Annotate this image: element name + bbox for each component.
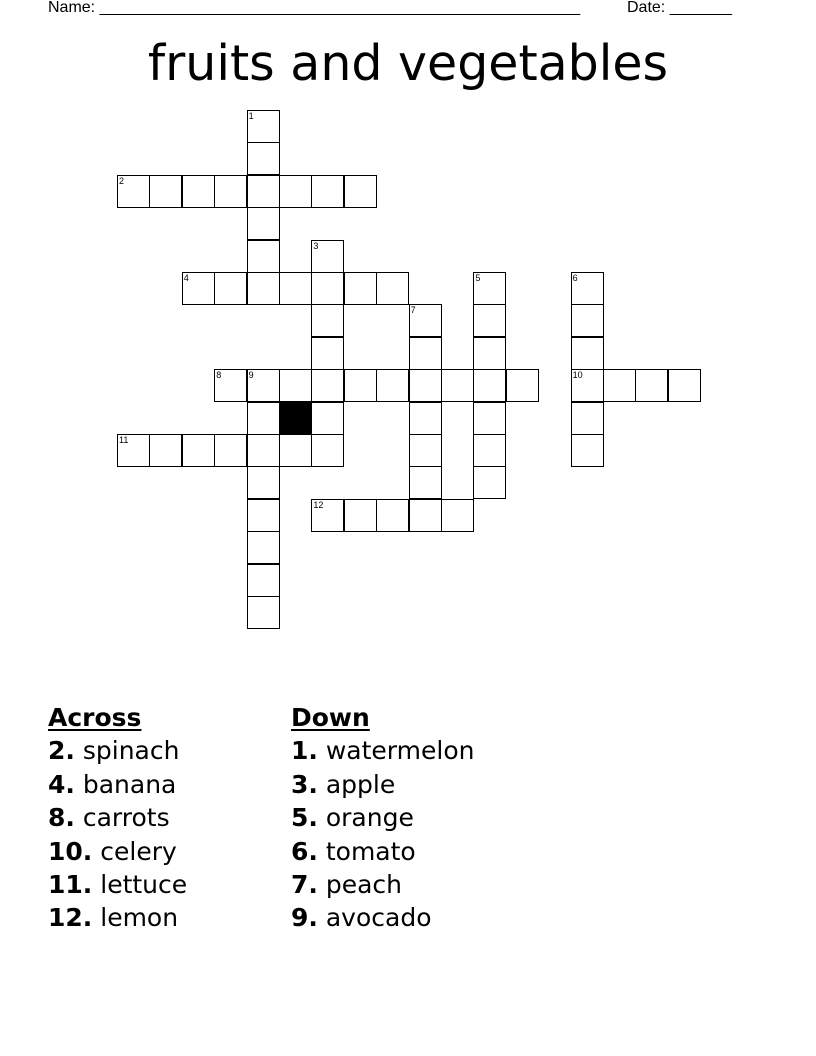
crossword-cell[interactable] (247, 175, 280, 208)
crossword-cell[interactable] (473, 434, 506, 467)
clue-number: 12. (48, 903, 93, 933)
crossword-cell[interactable] (149, 175, 182, 208)
cell-number: 2 (119, 175, 125, 186)
crossword-cell[interactable] (635, 369, 668, 402)
name-field-line: Name: ______________________________________________________ (48, 0, 581, 16)
crossword-cell[interactable] (571, 304, 604, 337)
crossword-cell[interactable] (344, 272, 377, 305)
crossword-cell[interactable] (311, 402, 344, 435)
cell-number: 4 (183, 273, 189, 283)
crossword-cell[interactable] (376, 272, 409, 305)
cell-number: 8 (216, 370, 222, 381)
across-clue (48, 768, 187, 801)
crossword-cell[interactable] (571, 434, 604, 467)
crossword-cell[interactable] (473, 369, 506, 402)
across-clue (48, 734, 187, 767)
clue-number: 3. (291, 769, 318, 799)
cell-number: 9 (248, 370, 254, 381)
clue-text: tomato (325, 836, 416, 866)
clue-number: 7. (291, 870, 318, 900)
date-field-line: Date: _______ (627, 0, 732, 16)
crossword-cell[interactable] (214, 434, 247, 467)
crossword-cell[interactable] (571, 402, 604, 435)
crossword-cell[interactable] (247, 499, 280, 532)
crossword-cell[interactable] (473, 304, 506, 337)
crossword-cell[interactable] (247, 272, 280, 305)
clue-text: apple (325, 769, 396, 799)
crossword-cell[interactable] (409, 337, 442, 370)
crossword-cell[interactable] (247, 142, 280, 175)
clue-number: 8. (48, 803, 75, 833)
across-heading: Across (48, 703, 142, 732)
crossword-cell[interactable] (149, 434, 182, 467)
down-heading: Down (291, 703, 370, 732)
crossword-cell[interactable] (311, 240, 344, 273)
down-clue (291, 734, 474, 767)
crossword-cell[interactable] (247, 564, 280, 597)
crossword-cell[interactable] (182, 434, 215, 467)
crossword-cell[interactable] (311, 434, 344, 467)
clue-number: 5. (291, 803, 318, 833)
clue-text: lettuce (100, 870, 188, 900)
across-clue (48, 801, 187, 834)
crossword-cell[interactable] (311, 499, 344, 532)
crossword-cell[interactable] (247, 207, 280, 240)
puzzle-title: fruits and vegetables (147, 35, 669, 92)
crossword-cell[interactable] (376, 369, 409, 402)
crossword-cell[interactable] (279, 175, 312, 208)
clue-text: orange (325, 803, 414, 833)
crossword-cell[interactable] (473, 466, 506, 499)
crossword-cell[interactable] (344, 369, 377, 402)
crossword-cell[interactable] (247, 402, 280, 435)
down-clue (291, 868, 474, 901)
clue-number: 9. (291, 903, 318, 933)
crossword-cell[interactable] (311, 337, 344, 370)
across-clues (48, 701, 187, 935)
cell-number: 3 (313, 240, 319, 251)
crossword-cell[interactable] (182, 175, 215, 208)
crossword-cell[interactable] (182, 272, 215, 305)
crossword-cell[interactable] (247, 369, 280, 402)
crossword-cell[interactable] (247, 596, 280, 629)
crossword-cell[interactable] (571, 272, 604, 305)
clue-text: banana (82, 769, 177, 799)
crossword-cell[interactable] (409, 434, 442, 467)
crossword-cell[interactable] (441, 369, 474, 402)
crossword-cell[interactable] (409, 304, 442, 337)
crossword-cell[interactable] (311, 369, 344, 402)
clue-number: 1. (291, 736, 318, 766)
across-clue (48, 835, 187, 868)
clue-number: 6. (291, 836, 318, 866)
crossword-cell[interactable] (279, 434, 312, 467)
down-clue (291, 801, 474, 834)
clue-text: carrots (82, 803, 170, 833)
crossword-cell[interactable] (344, 499, 377, 532)
down-clues (291, 701, 474, 935)
crossword-cell[interactable] (473, 337, 506, 370)
crossword-cell[interactable] (247, 434, 280, 467)
clue-text: lemon (100, 903, 179, 933)
crossword-cell[interactable] (409, 466, 442, 499)
clue-text: spinach (82, 736, 180, 766)
crossword-cell[interactable] (311, 304, 344, 337)
crossword-cell[interactable] (473, 402, 506, 435)
clue-text: peach (325, 870, 403, 900)
down-clue (291, 835, 474, 868)
cell-number: 7 (410, 305, 416, 316)
crossword-cell[interactable] (571, 369, 604, 402)
cell-number: 11 (119, 435, 129, 445)
crossword-cell[interactable] (506, 369, 539, 402)
crossword-cell[interactable] (409, 369, 442, 402)
cell-number: 12 (313, 499, 324, 510)
clue-text: avocado (325, 903, 432, 933)
clue-number: 2. (48, 736, 75, 766)
cell-number: 10 (572, 370, 583, 381)
crossword-cell[interactable] (247, 110, 280, 143)
across-clue (48, 868, 187, 901)
crossword-cell[interactable] (441, 499, 474, 532)
crossword-cell[interactable] (603, 369, 636, 402)
crossword-cell[interactable] (279, 369, 312, 402)
crossword-cell[interactable] (344, 175, 377, 208)
crossword-black-cell (279, 402, 312, 435)
crossword-cell[interactable] (376, 499, 409, 532)
clue-number: 10. (48, 836, 93, 866)
crossword-cell[interactable] (214, 369, 247, 402)
cell-number: 6 (572, 273, 578, 283)
crossword-cell[interactable] (409, 402, 442, 435)
down-clue (291, 901, 474, 934)
crossword-cell[interactable] (409, 499, 442, 532)
crossword-cell[interactable] (117, 434, 150, 467)
crossword-cell[interactable] (247, 466, 280, 499)
crossword-cell[interactable] (311, 272, 344, 305)
crossword-cell[interactable] (247, 531, 280, 564)
crossword-cell[interactable] (473, 272, 506, 305)
crossword-cell[interactable] (214, 175, 247, 208)
clue-number: 11. (48, 870, 93, 900)
crossword-cell[interactable] (117, 175, 150, 208)
crossword-cell[interactable] (571, 337, 604, 370)
clue-number: 4. (48, 769, 75, 799)
cell-number: 1 (248, 111, 254, 121)
down-clue (291, 768, 474, 801)
across-clue (48, 901, 187, 934)
clue-text: watermelon (325, 736, 475, 766)
crossword-cell[interactable] (214, 272, 247, 305)
crossword-cell[interactable] (668, 369, 701, 402)
clue-text: celery (100, 836, 177, 866)
crossword-cell[interactable] (279, 272, 312, 305)
crossword-cell[interactable] (247, 240, 280, 273)
cell-number: 5 (475, 273, 481, 283)
crossword-cell[interactable] (311, 175, 344, 208)
